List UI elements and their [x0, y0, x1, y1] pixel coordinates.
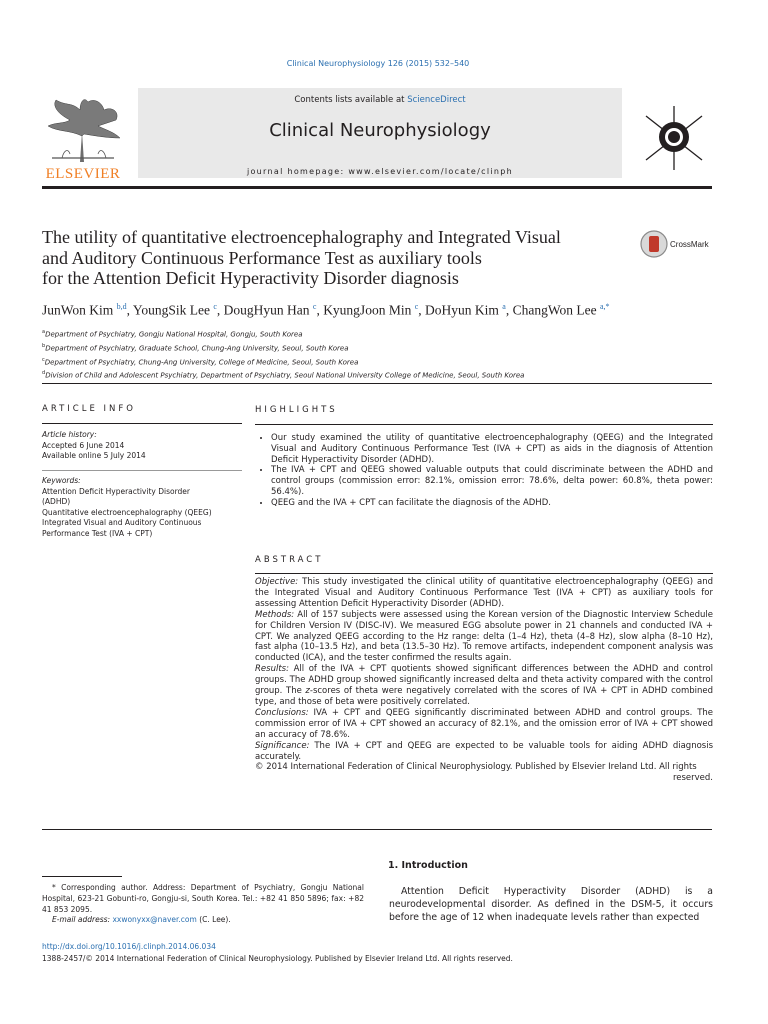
title-line: for the Attention Deficit Hyperactivity Disorder diagnosis — [42, 268, 459, 288]
highlight-item: • Our study examined the utility of quantitative electroencephalography (QEEG) and the Integrated Visual and Auditory Continuous Performance Test (IVA + CPT) as aids in the diagnosis of Attention Deficit Hyperactivity Disorder (ADHD). — [271, 433, 713, 465]
author-affil-link[interactable]: c — [213, 302, 217, 311]
title-line: and Auditory Continuous Performance Test as auxiliary tools — [42, 247, 482, 268]
corresponding-footnote — [42, 883, 364, 926]
abstract-methods: Methods: All of 157 subjects were assessed using the Korean version of the Diagnostic Interview Schedule for Children Version IV (DISC-IV). We measured EGG absolute power in 21 channels and conducted IVA + CPT. We analyzed QEEG according to the Hz range: delta (1–4 Hz), theta (4–8 Hz), slow alpha (8–10 Hz), fast alpha (10–13.5 Hz), and beta (13.5–30 Hz). To remove artifacts, independent component analysis was conducted (ICA), and the tester confirmed the results again. — [255, 609, 713, 664]
author-affil-link[interactable]: c — [312, 302, 317, 311]
affiliations — [42, 327, 722, 382]
elsevier-tree-icon — [40, 92, 126, 164]
author-affil-link[interactable]: a — [502, 302, 506, 311]
doi-link[interactable]: http://dx.doi.org/10.1016/j.clinph.2014.06.034 — [42, 942, 216, 951]
email-line: E-mail address: xxwonyxx@naver.com (C. Lee). — [52, 915, 231, 925]
affiliation: $^b$Department of Psychiatry, Graduate School, Chung-Ang University, Seoul, South Korea — [42, 342, 349, 353]
neuron-emblem-icon — [632, 96, 716, 178]
crossmark-label: CrossMark — [670, 239, 709, 249]
abstract-rule — [255, 573, 713, 574]
article-history — [42, 430, 242, 462]
abstract-results: Results: All of the IVA + CPT quotients showed significant differences between the ADHD and control groups. The ADHD group showed significantly increased delta and theta activity compared with the control group. The z-scores of theta were negatively correlated with the scores of IVA + CPT in ADHD combined type, and those of beta were positively correlated. — [255, 664, 713, 707]
author-name: ChangWon Lee — [512, 302, 597, 318]
keyword: Quantitative electroencephalography (QEEG) — [42, 507, 212, 517]
highlight-item: • QEEG and the IVA + CPT can facilitate the diagnosis of the ADHD. — [271, 498, 713, 509]
author-name: DougHyun Han — [223, 302, 310, 318]
author-name: YoungSik Lee — [132, 302, 210, 318]
affiliation: $^d$Division of Child and Adolescent Psychiatry, Department of Psychiatry, Seoul National University College of Medicine, Seoul, South Korea — [42, 370, 525, 380]
author-affil-link[interactable]: c — [414, 302, 419, 311]
elsevier-wordmark: ELSEVIER — [45, 166, 121, 182]
journal-citation[interactable]: Clinical Neurophysiology 126 (2015) 532–540 — [286, 59, 470, 68]
journal-name: Clinical Neurophysiology — [269, 120, 491, 141]
crossmark-badge[interactable] — [640, 230, 709, 258]
abstract-conclusions: Conclusions: IVA + CPT and QEEG significantly discriminated between ADHD and control groups. The commission error of IVA + CPT showed an accuracy of 82.1%, and the omission error of IVA + CPT showed an accuracy of 78.6%. — [255, 707, 713, 740]
abstract-end-rule — [42, 829, 712, 830]
author-name: JunWon Kim — [42, 302, 114, 318]
email-link[interactable]: xxwonyxx@naver.com — [112, 915, 197, 925]
section-heading-introduction: 1. Introduction — [388, 860, 468, 871]
affiliation: $^c$Department of Psychiatry, Chung-Ang University, College of Medicine, Seoul, South Korea — [42, 356, 359, 366]
contents-line — [138, 95, 622, 105]
highlight-item: • The IVA + CPT and QEEG showed valuable outputs that could discriminate between the ADHD and control groups (commission error: 82.1%, omission error: 78.6%, delta power: 60.8%, theta power: 56.4%). — [271, 465, 713, 497]
keyword: Integrated Visual and Auditory Continuous Performance Test (IVA + CPT) — [42, 518, 202, 538]
highlights-list — [255, 433, 713, 509]
highlights-heading: HIGHLIGHTS — [255, 405, 338, 415]
journal-cover-logo — [632, 96, 716, 178]
author-affil-link[interactable]: a,* — [599, 302, 610, 311]
author-affil-link[interactable]: b,d — [116, 302, 127, 311]
author-name: DoHyun Kim — [425, 302, 499, 318]
keyword: Attention Deficit Hyperactivity Disorder (ADHD) — [42, 486, 190, 506]
article-title — [42, 227, 632, 289]
corresponding-text: * Corresponding author. Address: Department of Psychiatry, Gongju National Hospital, 623-21 Gobunti-ro, Gongju-si, South Korea. Tel.: +82 41 850 5896; fax: +82 41 853 2095. — [42, 883, 364, 914]
affiliation: $^a$Department of Psychiatry, Gongju National Hospital, Gongju, South Korea — [42, 329, 303, 339]
keywords — [42, 476, 214, 539]
sciencedirect-link[interactable]: ScienceDirect — [407, 95, 466, 105]
section-rule — [42, 383, 712, 384]
abstract-copyright: © 2014 International Federation of Clinical Neurophysiology. Published by Elsevier Ireland Ltd. All rights — [255, 762, 697, 773]
keywords-label: Keywords: — [42, 476, 81, 485]
article-info-heading: ARTICLE INFO — [42, 404, 136, 414]
journal-homepage[interactable]: journal homepage: www.elsevier.com/locate/clinph — [246, 167, 514, 176]
title-line: The utility of quantitative electroencephalography and Integrated Visual — [42, 227, 561, 247]
abstract-heading: ABSTRACT — [255, 555, 324, 565]
article-info-rule — [42, 423, 242, 424]
header-rule — [42, 186, 712, 189]
abstract-objective: Objective: This study investigated the clinical utility of quantitative electroencephalography (QEEG) and the Integrated Visual and Auditory Continuous Performance Test (IVA + CPT) as auxiliary tools for assessing Attention Deficit Hyperactivity Disorder (ADHD). — [255, 577, 713, 609]
author-list: JunWon Kim $^{b,d}$, YoungSik Lee $^c$, DougHyun Han $^c$, KyungJoon Min $^c$, DoHyun Kim $^a$, ChangWon Lee $^{a,*}$ — [42, 302, 610, 318]
crossmark-icon — [640, 230, 668, 258]
accepted-date: Accepted 6 June 2014 — [42, 440, 125, 450]
history-label: Article history: — [42, 430, 97, 439]
online-date: Available online 5 July 2014 — [42, 451, 146, 460]
footnote-rule — [42, 876, 122, 877]
author-name: KyungJoon Min — [323, 302, 412, 318]
abstract-body — [255, 577, 713, 784]
highlights-rule — [255, 424, 713, 425]
abstract-significance: Significance: The IVA + CPT and QEEG are expected to be valuable tools for aiding ADHD diagnosis accurately. — [255, 740, 714, 762]
contents-prefix: Contents lists available at — [294, 95, 408, 105]
keywords-rule — [42, 470, 242, 471]
abstract-copyright-end: reserved. — [672, 773, 713, 784]
introduction-text: Attention Deficit Hyperactivity Disorder (ADHD) is a neurodevelopmental disorder. As defined in the DSM-5, it occurs before the age of 12 when inadequate levels rather than expected — [389, 886, 713, 923]
elsevier-logo — [40, 92, 126, 182]
issn-copyright: 1388-2457/© 2014 International Federation of Clinical Neurophysiology. Published by Elsevier Ireland Ltd. All rights reserved. — [42, 954, 513, 963]
